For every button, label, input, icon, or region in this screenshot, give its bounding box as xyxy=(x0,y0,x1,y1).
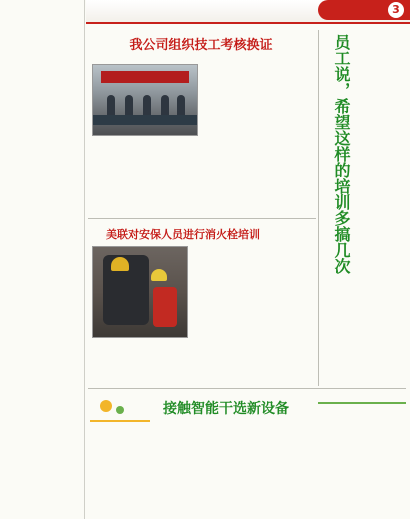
article2-text xyxy=(190,246,316,378)
sidebar-column xyxy=(0,0,85,519)
article1-text xyxy=(200,64,314,204)
photo-table xyxy=(93,115,197,125)
photo-helmet xyxy=(151,269,167,281)
article1-title: 我公司组织技工考核换证 xyxy=(129,38,273,53)
vertical-headline: 员工说，希望这样的培训多搞几次 xyxy=(332,34,351,274)
photo-extinguisher xyxy=(153,287,177,327)
right-column-text xyxy=(352,30,408,386)
article3-title: 接触智能干选新设备 xyxy=(163,401,289,417)
decoration-circle xyxy=(116,406,124,414)
article3-text xyxy=(88,420,406,508)
photo-banner xyxy=(101,71,189,83)
article2-title: 美联对安保人员进行消火栓培训 xyxy=(106,228,260,241)
column-divider xyxy=(318,30,319,386)
decoration-circle xyxy=(100,400,112,412)
decoration-line xyxy=(318,402,406,404)
photo-person xyxy=(125,95,133,117)
photo-helmet xyxy=(111,257,129,271)
article2-photo xyxy=(92,246,188,338)
photo-person xyxy=(107,95,115,117)
photo-person xyxy=(177,95,185,117)
photo-person xyxy=(143,95,151,117)
page-number: 3 xyxy=(388,2,404,18)
divider xyxy=(88,218,316,219)
masthead-banner xyxy=(318,0,410,20)
divider xyxy=(88,388,406,389)
masthead xyxy=(86,0,410,24)
article1-photo xyxy=(92,64,198,136)
photo-person xyxy=(161,95,169,117)
